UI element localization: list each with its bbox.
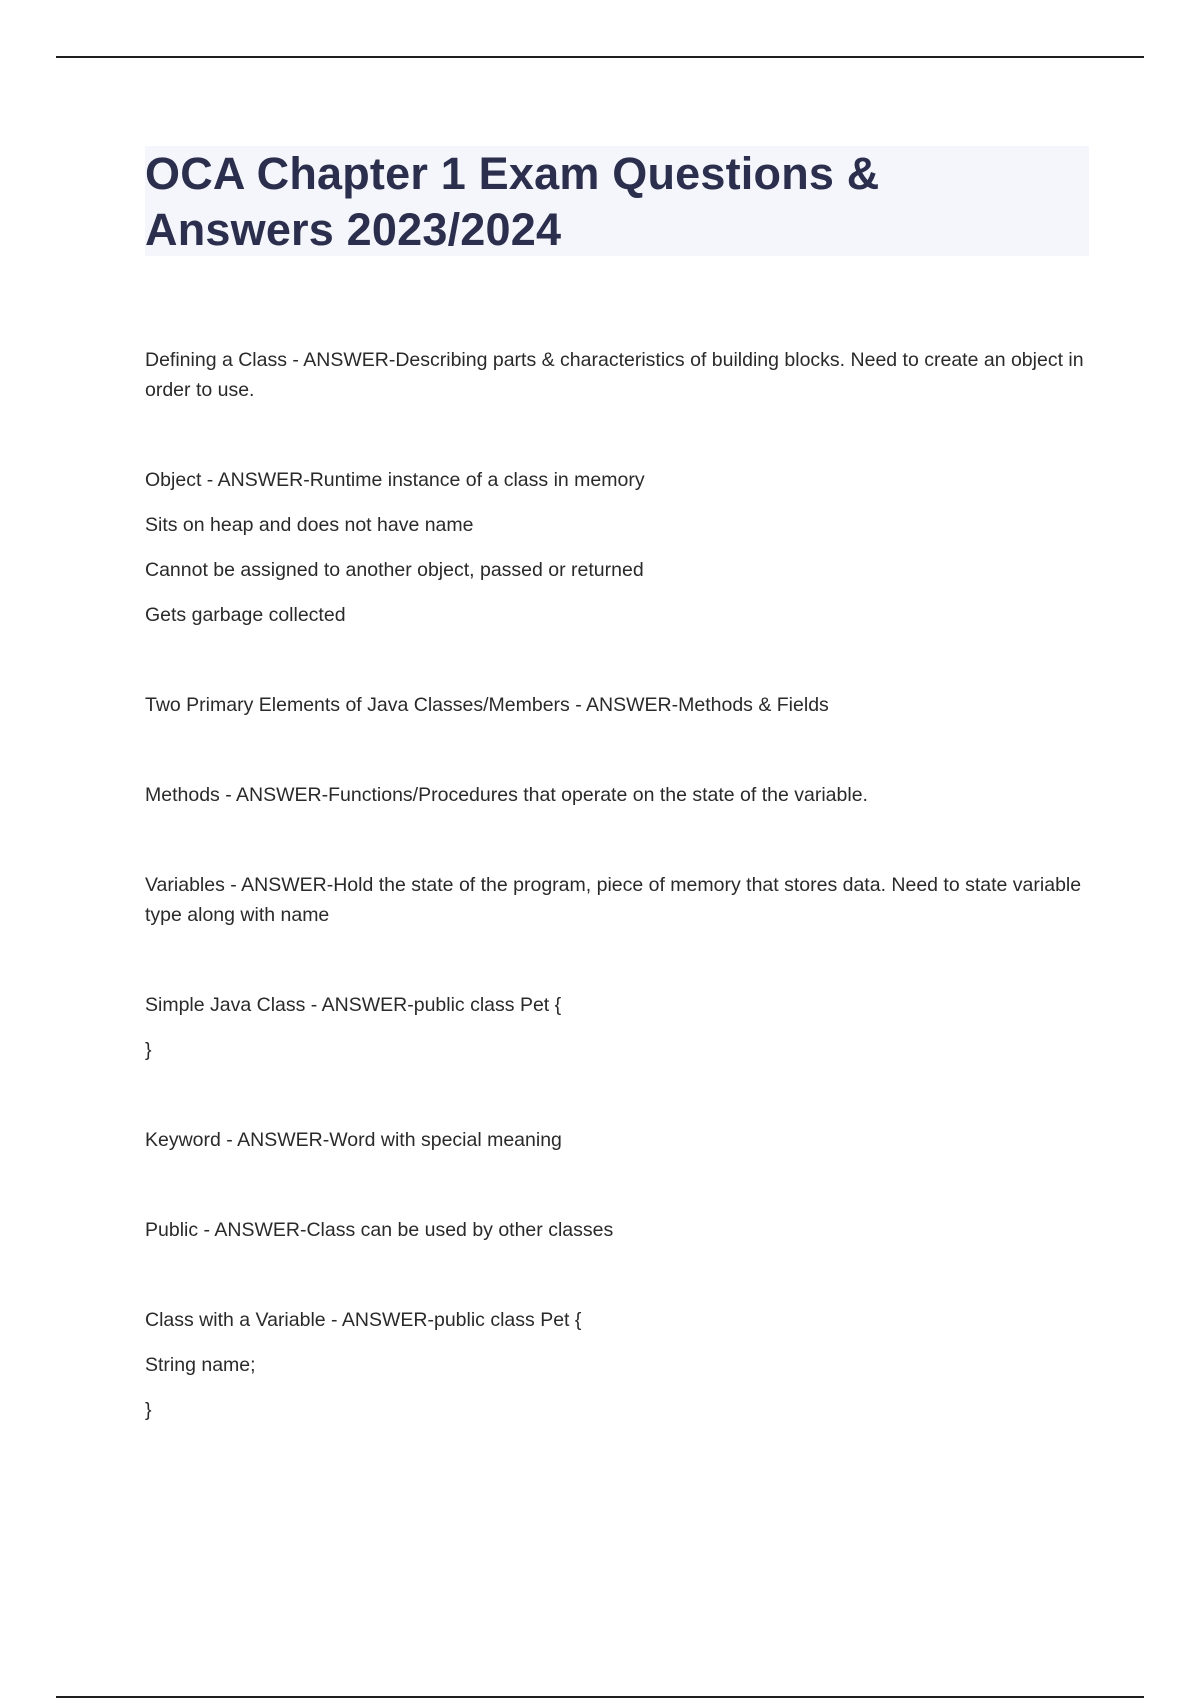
question-term: Methods <box>145 784 220 806</box>
answer-text: Methods & Fields <box>678 694 829 716</box>
answer-separator: - ANSWER- <box>325 1309 434 1331</box>
document-title: OCA Chapter 1 Exam Questions & Answers 2023/2024 <box>145 148 880 255</box>
title-block <box>145 146 1089 256</box>
question-term: Class with a Variable <box>145 1309 326 1331</box>
qa-entry <box>145 1305 1095 1335</box>
question-term: Simple Java Class <box>145 994 306 1016</box>
answer-line: Gets garbage collected <box>145 604 346 626</box>
qa-entry <box>145 870 1095 930</box>
question-term: Defining a Class <box>145 349 287 371</box>
qa-entry <box>145 1215 1095 1245</box>
answer-separator: - ANSWER- <box>305 994 414 1016</box>
answer-separator: - ANSWER- <box>569 694 679 716</box>
answer-text: Class can be used by other classes <box>306 1219 614 1241</box>
header-rule <box>56 56 1144 58</box>
answer-separator: - ANSWER- <box>198 1219 307 1241</box>
qa-entry <box>145 690 1095 720</box>
qa-entry <box>145 1125 1095 1155</box>
qa-entry <box>145 990 1095 1020</box>
answer-separator: - ANSWER- <box>201 469 310 491</box>
qa-entry <box>145 345 1095 405</box>
answer-line: Cannot be assigned to another object, passed or returned <box>145 559 644 581</box>
answer-separator: - ANSWER- <box>219 784 329 806</box>
answer-line: Sits on heap and does not have name <box>145 514 474 536</box>
qa-entry <box>145 780 1095 810</box>
code-line: } <box>145 1399 152 1421</box>
answer-text: public class Pet { <box>433 1309 582 1331</box>
code-line: String name; <box>145 1354 256 1376</box>
answer-separator: - ANSWER- <box>224 874 334 896</box>
footer-rule <box>56 1696 1144 1698</box>
qa-entry <box>145 465 1095 495</box>
question-term: Keyword <box>145 1129 221 1151</box>
answer-text: Word with special meaning <box>329 1129 562 1151</box>
question-term: Two Primary Elements of Java Classes/Members <box>145 694 570 716</box>
answer-text: Describing parts & characteristics of building blocks. Need to create an object in order to use. <box>145 349 1084 401</box>
answer-separator: - ANSWER- <box>220 1129 330 1151</box>
answer-text: public class Pet { <box>413 994 562 1016</box>
question-term: Variables <box>145 874 225 896</box>
question-term: Object <box>145 469 202 491</box>
code-line: } <box>145 1039 152 1061</box>
answer-separator: - ANSWER- <box>286 349 396 371</box>
qa-list <box>145 345 1095 1425</box>
answer-text: Functions/Procedures that operate on the state of the variable. <box>328 784 868 806</box>
answer-text: Hold the state of the program, piece of memory that stores data. Need to state variable type along with name <box>145 874 1082 926</box>
question-term: Public <box>145 1219 199 1241</box>
answer-text: Runtime instance of a class in memory <box>309 469 645 491</box>
